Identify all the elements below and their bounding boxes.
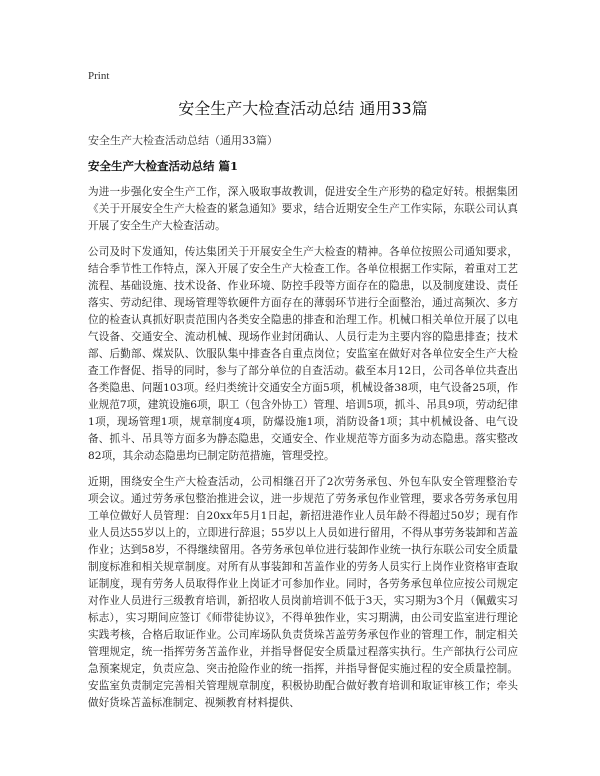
paragraph-inspection: 公司及时下发通知，传达集团关于开展安全生产大检查的精神。各单位按照公司通知要求，结合季节性工作特点，深入开展了安全生产大检查工作。各单位根据工作实际，着重对工艺流程、基础设施、技术设备、作业环境、防控手段等方面存在的隐患，以及制度建设、责任落实、劳动纪律、现场管理等软硬件方面存在的薄弱环节进行全面整治，通过高频次、多方位的检查认真抓好职责范围内各类安全隐患的排查和治理工作。机械口相关单位开展了以电气设备、交通安全、流动机械、现场作业封闭确认、人员行走为主要内容的隐患排查；技术部、后勤部、煤炭队、饮服队集中排查各自重点岗位；安监室在做好对各单位安全生产大检查工作督促、指导的同时，参与了部分单位的自查活动。截至本月12日，公司各单位共查出各类隐患、问题103项。经归类统计交通安全方面5项，机械设备38项，电气设备25项，作业规范7项，建筑设施6项，职工（包含外协工）管理、培训5项，抓斗、吊具9项，劳动纪律1项，现场管理1项，规章制度4项，防爆设施1项，消防设备1项；其中机械设备、电气设备、抓斗、吊具等方面多为静态隐患，交通安全、作业规范等方面多为动态隐患。落实整改82项，其余动态隐患均已制定防范措施，管理受控。 (88, 246, 518, 462)
paragraph-intro: 为进一步强化安全生产工作，深入吸取事故教训，促进安全生产形势的稳定好转。根据集团《关于开展安全生产大检查的紧急通知》要求，结合近期安全生产工作实际，东联公司认真开展了安全生产大检查活动。 (88, 186, 518, 232)
document-subtitle: 安全生产大检查活动总结（通用33篇） (88, 134, 278, 147)
paragraph-labor-contract: 近期，围绕安全生产大检查活动，公司相继召开了2次劳务承包、外包车队安全管理整治专项会议。通过劳务承包整治推进会议，进一步规范了劳务承包作业管理，要求各劳务承包用工单位做好人员管理：自20xx年5月1日起，新招进港作业人员年龄不得超过50岁；现有作业人员达55岁以上的，立即进行辞退；55岁以上人员如进行留用，不得从事劳务装卸和苫盖作业；达到58岁，不得继续留用。各劳务承包单位进行装卸作业统一执行东联公司安全质量制度标准和相关规章制度。对所有从事装卸和苫盖作业的劳务人员实行上岗作业资格审查取证制度，现有劳务人员取得作业上岗证才可参加作业。同时，各劳务承包单位应按公司规定对作业人员进行三级教育培训，新招收人员岗前培训不低于3天，实习期为3个月（佩戴实习标志），实习期间应签订《师带徒协议》，不得单独作业，实习期满，由公司安监室进行理论实践考核，合格后取证作业。公司库场队负责货垛苫盖劳务承包作业的管理工作，制定相关管理规定，统一指挥劳务苫盖作业，并指导督促安全质量过程落实执行。生产部执行公司应急预案规定，负责应急、突击抢险作业的统一指挥，并指导督促实施过程的安全质量控制。安监室负责制定完善相关管理规章制度，积极协助配合做好教育培训和取证审核工作；牵头做好货垛苫盖标准制定、视频教育材料提供、 (88, 476, 518, 709)
print-link[interactable]: Print (88, 70, 110, 82)
page-title: 安全生产大检查活动总结 通用33篇 (178, 99, 428, 118)
body-text (88, 184, 518, 721)
section-heading: 安全生产大检查活动总结 篇1 (88, 159, 239, 173)
